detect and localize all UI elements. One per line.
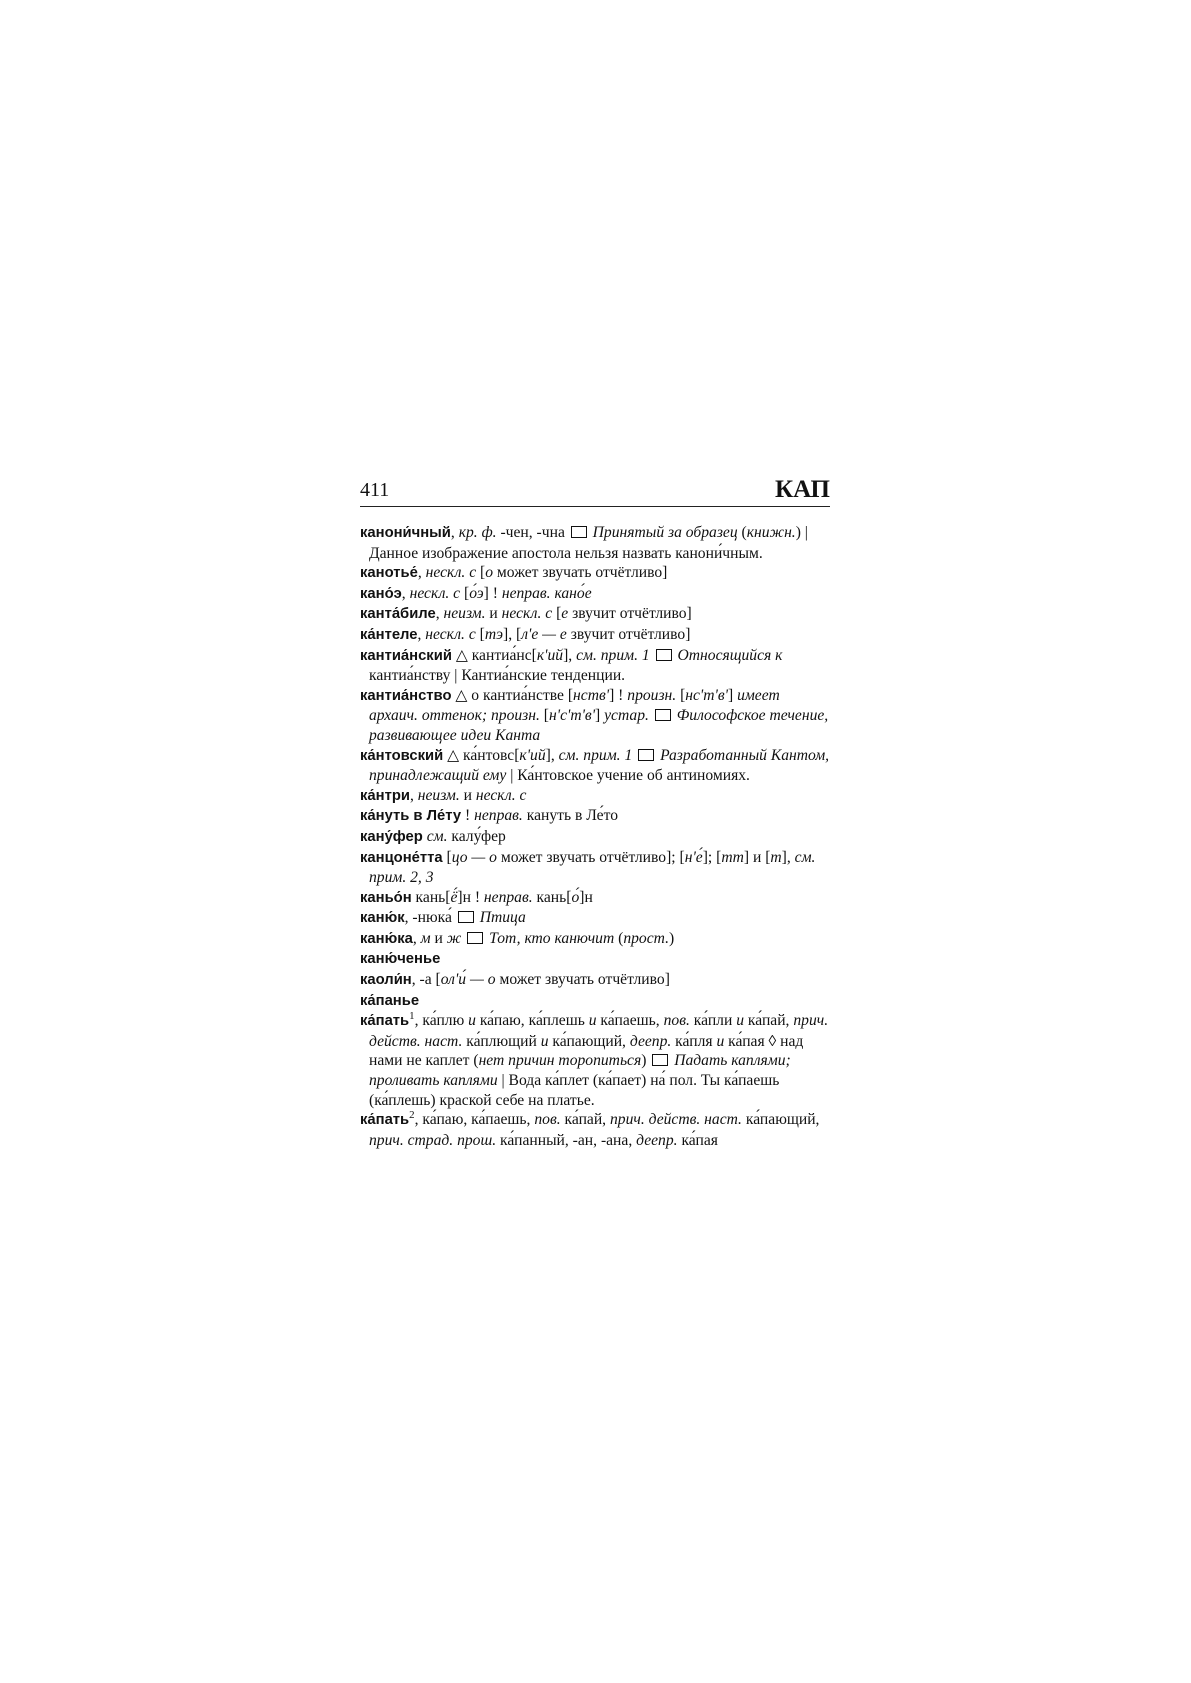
dictionary-entry (360, 908, 830, 929)
entry-text: ка́пающий, (741, 1111, 820, 1129)
dictionary-entry (360, 806, 830, 827)
entry-italic: Философское течение, развивающее идеи Канта (369, 707, 829, 744)
dictionary-page (360, 478, 830, 1150)
entry-text: ! (461, 807, 475, 825)
entry-text: калу́фер (447, 827, 506, 845)
dictionary-entry (360, 746, 830, 786)
dictionary-entry (360, 1110, 830, 1150)
dictionary-entry (360, 584, 830, 605)
entry-italic: деепр. (636, 1131, 678, 1149)
entry-text: ка́панный, -ан, -ана, (496, 1131, 637, 1149)
entry-text: кань[ (532, 888, 572, 906)
entry-italic: м (420, 929, 431, 947)
entry-italic: нескл. с (475, 786, 527, 804)
dictionary-entry (360, 604, 830, 625)
entry-text: ], [ (503, 625, 522, 643)
entry-headword: ка́нуть в Ле́ту (360, 808, 462, 825)
entry-text (632, 747, 636, 764)
entry-text: звучит отчётливо] (566, 625, 691, 643)
entry-text: [ (539, 707, 549, 725)
entry-text: ) (641, 1052, 651, 1070)
entry-text: ка́пли (689, 1012, 737, 1030)
entry-text: [ (442, 848, 452, 866)
entry-text: ] и [ (743, 848, 771, 866)
entry-italic: т (770, 848, 782, 866)
dictionary-entry (360, 949, 830, 970)
entry-italic: Разработанный Кантом, принадлежащий ему (369, 746, 830, 785)
dictionary-entry (360, 929, 830, 950)
entry-text: ка́пай, (560, 1111, 610, 1129)
entry-text: , (450, 524, 459, 541)
entry-headword: кано́э (360, 585, 402, 602)
entry-italic: к'ий (536, 646, 564, 664)
entry-text (461, 930, 465, 947)
entry-italic: ё́ (450, 888, 458, 906)
entry-italic: см. прим. 2, 3 (369, 848, 816, 887)
entry-italic: и (716, 1032, 725, 1050)
entry-text: может звучать отчётливо]; [ (496, 848, 685, 866)
entry-italic: о́э (469, 584, 484, 602)
entry-italic: Относящийся к (677, 646, 783, 664)
entry-text: и (485, 605, 502, 623)
definition-box-icon (467, 932, 483, 944)
entry-text: △ ка́нтовс[ (443, 746, 520, 764)
entry-text: может звучать отчётливо] (495, 971, 670, 989)
running-head: КАП (774, 476, 830, 503)
entry-text: звучит отчётливо] (568, 605, 692, 623)
dictionary-entry (360, 786, 830, 807)
entry-text: , -а [ (411, 971, 441, 989)
entry-text: ка́пающий, (548, 1032, 630, 1050)
entry-italic: прич. действ. наст. (609, 1111, 742, 1129)
entry-italic: нескл. с (409, 584, 461, 602)
entry-text: , (401, 584, 410, 602)
entry-text: может звучать отчётливо] (493, 564, 668, 582)
entry-headword: ка́нтри (360, 787, 410, 804)
entry-text: | Вода ка́плет (ка́пает) на́ пол. Ты ка́паешь (ка́плешь) краской себе на платье. (369, 1072, 780, 1109)
entry-headword: каоли́н (360, 972, 412, 989)
entry-text: ], (781, 848, 795, 866)
entry-italic: Тот, кто канючит (489, 929, 615, 947)
entry-italic: прост. (623, 929, 669, 947)
homonym-index: 1 (409, 1010, 415, 1023)
entry-text: ] ! (609, 686, 628, 704)
entry-text: ) (668, 929, 675, 947)
entry-headword: канта́биле (360, 606, 436, 623)
entry-italic: и (736, 1012, 744, 1030)
entry-text: ], (563, 646, 577, 664)
entry-text: кануть в Ле́то (522, 807, 619, 825)
entry-italic: тэ (484, 625, 504, 643)
entry-text: [ (552, 605, 562, 623)
definition-box-icon (571, 526, 587, 538)
entry-text: ка́пая (677, 1131, 718, 1149)
dictionary-entry (360, 686, 830, 746)
entry-headword: каню́к (360, 910, 405, 927)
entry-italic: устар. (604, 707, 649, 725)
entry-italic: тт (721, 848, 744, 866)
entry-text: , (412, 929, 421, 947)
entry-text: ка́паю, ка́плешь (475, 1012, 589, 1030)
entry-headword: каню́ченье (360, 951, 441, 968)
entry-text: ] (595, 707, 605, 725)
entry-text: , (435, 605, 444, 623)
entry-italic: неправ. (474, 807, 523, 825)
entry-italic: нет причин торопиться (478, 1052, 642, 1070)
entry-headword: канцоне́тта (360, 849, 443, 866)
entry-italic: см. прим. 1 (576, 646, 650, 664)
dictionary-entry (360, 1011, 830, 1110)
entry-italic: нескл. с (425, 564, 477, 582)
entry-italic: Принятый за образец (592, 524, 738, 541)
entry-headword: кану́фер (360, 828, 423, 845)
entry-italic: нескл. с (425, 625, 476, 643)
definition-box-icon (458, 911, 474, 923)
entry-headword: ка́пать (360, 1013, 410, 1030)
definition-box-icon (652, 1054, 668, 1066)
entry-text: △ кантиа́нс[ (451, 646, 537, 664)
entry-italic: книжн. (746, 524, 796, 541)
definition-box-icon (656, 649, 672, 661)
entry-italic: кано́е (554, 584, 592, 602)
entry-italic: и (588, 1012, 597, 1030)
entry-italic: пов. (534, 1111, 561, 1129)
entry-headword: ка́нтовский (360, 747, 444, 764)
entry-text: [ (475, 625, 485, 643)
entry-text: [ (476, 564, 486, 582)
entry-italic: прич. действ. наст. (369, 1012, 829, 1050)
entry-headword: каню́ка (360, 930, 413, 947)
entry-italic: неправ. (483, 888, 533, 906)
entry-headword: ка́пать (360, 1112, 410, 1129)
entry-headword: кантиа́нский (360, 647, 452, 664)
entry-text: ка́паешь, (596, 1012, 664, 1030)
entry-text: , ка́паю, ка́паешь, (414, 1111, 535, 1129)
homonym-index: 2 (409, 1109, 415, 1122)
entry-italic: см. прим. 1 (558, 746, 633, 764)
entry-text: ( (737, 524, 747, 541)
entry-italic: неизм. (417, 786, 460, 804)
entry-italic: к'ий (519, 746, 546, 764)
entry-italic: н'е́ (684, 848, 703, 866)
dictionary-entry (360, 563, 830, 584)
dictionary-entry (360, 970, 830, 991)
entry-text: [ (676, 686, 686, 704)
entry-italic: имеет архаич. оттенок; произн. (369, 686, 780, 725)
entry-italic: ол'и́ — о (440, 971, 496, 989)
entry-italic: см. (426, 827, 448, 845)
entry-text: ], (545, 746, 559, 764)
entry-text: -чен, -чна (496, 524, 569, 541)
entry-text: [ (460, 584, 470, 602)
entry-italic: и (540, 1032, 549, 1050)
dictionary-entry (360, 848, 830, 888)
dictionary-entry (360, 827, 830, 848)
entry-headword: ка́панье (360, 992, 420, 1009)
entry-text: , -нюка́ (404, 909, 456, 927)
entry-italic: о (485, 564, 494, 582)
entry-text: , ка́плю (414, 1012, 469, 1030)
entry-text: △ о кантиа́нстве [ (451, 686, 574, 704)
entry-italic: н'с'т'в' (549, 707, 596, 725)
entry-text: ка́пля (671, 1032, 717, 1050)
entry-italic: пов. (663, 1012, 690, 1030)
entry-headword: канони́чный (360, 525, 451, 541)
entry-italic: е (561, 605, 569, 623)
entry-text: и (459, 786, 476, 804)
entry-italic: о́ (571, 888, 580, 906)
entry-italic: неправ. (501, 584, 551, 602)
entry-list (360, 523, 830, 1150)
entry-headword: каньо́н (360, 889, 412, 906)
entry-text: | Ка́нтовское учение об антиномиях. (506, 767, 750, 785)
entry-text: и (430, 929, 447, 947)
dictionary-entry (360, 625, 830, 646)
entry-italic: кр. ф. (458, 524, 497, 541)
entry-text (650, 647, 654, 664)
entry-text: кантиа́нству | Кантиа́нские тенденции. (369, 667, 626, 685)
entry-italic: Птица (479, 909, 526, 927)
entry-text: ка́плющий (462, 1032, 541, 1050)
entry-headword: кантиа́нство (360, 687, 452, 704)
entry-text: ( (614, 929, 624, 947)
entry-italic: Падать каплями; проливать каплями (369, 1052, 791, 1090)
page-number: 411 (360, 479, 390, 501)
entry-text: ]; [ (702, 848, 722, 866)
entry-italic: л'е — е (521, 625, 567, 643)
entry-text: ]н ! (457, 888, 484, 906)
entry-italic: деепр. (629, 1032, 672, 1050)
entry-italic: нс'т'в' (685, 686, 728, 704)
definition-box-icon (638, 749, 654, 761)
dictionary-entry (360, 991, 830, 1012)
dictionary-entry (360, 523, 830, 563)
entry-italic: цо — о (451, 848, 497, 866)
definition-box-icon (655, 709, 671, 721)
entry-text: ) | Данное изображение апостола нельзя назвать канони́чным. (369, 524, 808, 562)
dictionary-entry (360, 646, 830, 686)
entry-italic: нескл. с (501, 605, 553, 623)
entry-text: ] ! (483, 584, 502, 602)
entry-italic: прич. страд. прош. (369, 1131, 497, 1149)
dictionary-entry (360, 888, 830, 909)
entry-italic: произн. (627, 686, 677, 704)
entry-headword: ка́нтеле (360, 626, 418, 643)
entry-text (649, 707, 653, 724)
page-header (360, 478, 830, 507)
entry-text: ] (727, 686, 738, 704)
entry-italic: неизм. (443, 605, 486, 623)
entry-italic: нств' (573, 686, 610, 704)
entry-italic: и (468, 1012, 476, 1030)
entry-text: кань[ (411, 888, 451, 906)
entry-text: ка́пай, (743, 1012, 794, 1030)
entry-text: , (417, 564, 426, 582)
entry-headword: канотье́ (360, 565, 418, 582)
entry-text: ка́пая ◊ над нами не каплет ( (369, 1032, 804, 1070)
entry-text: , (409, 786, 418, 804)
entry-italic: ж (446, 929, 462, 947)
entry-text: , (417, 625, 426, 643)
entry-text: ]н (579, 888, 593, 906)
